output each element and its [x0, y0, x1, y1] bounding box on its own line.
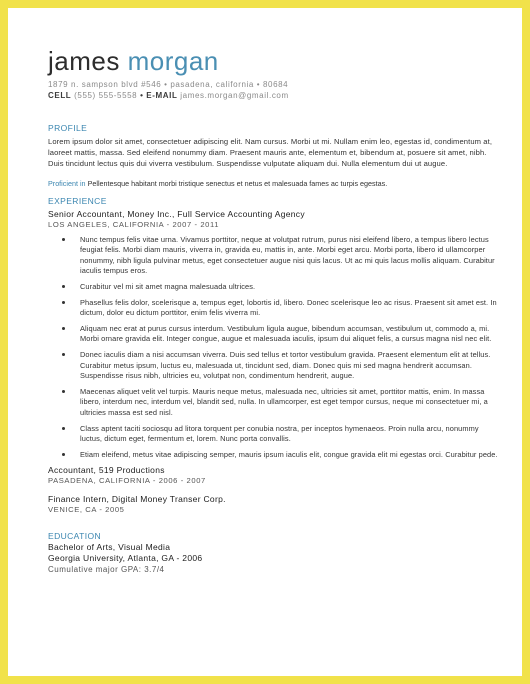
education-school: Georgia University, Atlanta, GA - 2006 — [48, 553, 203, 564]
education-gpa: Cumulative major GPA: 3.7/4 — [48, 565, 165, 575]
email-label: • E-MAIL — [140, 91, 178, 100]
proficiency-line — [48, 178, 498, 189]
education-degree: Bachelor of Arts, Visual Media — [48, 542, 171, 553]
education-heading: EDUCATION — [48, 531, 102, 542]
job-title: Finance Intern, Digital Money Transer Corp. — [48, 494, 226, 505]
job-title: Accountant, 519 Productions — [48, 465, 165, 476]
bullet-item — [62, 424, 498, 445]
bullet-text: Aliquam nec erat at purus cursus interdum. Vestibulum ligula augue, bibendum accumsan, vestibulum ut, commodo a, mi. Morbi ornare gravida elit. Integer congue, augue et malesuada iaculis, ipsum dui aliquet felis, a cursus magna nisl nec elit. — [80, 323, 492, 344]
job-location-dates: VENICE, CA - 2005 — [48, 505, 125, 515]
experience-heading: EXPERIENCE — [48, 195, 107, 206]
job-location-dates: LOS ANGELES, CALIFORNIA - 2007 - 2011 — [48, 219, 220, 229]
bullet-text: Maecenas aliquet velit vel turpis. Mauris neque metus, malesuada nec, ultricies sit amet, porttitor mattis, enim. In massa libero, interdum nec, interdum vel, blandit sed, nulla. In ullamcorper, est eget tempor cursus, neque mi consectetuer mi, a ultricies massa est sed nisl. — [80, 386, 488, 417]
bullet-item — [62, 235, 498, 277]
job-bullets — [62, 235, 498, 461]
proficient-lead: Proficient in — [48, 178, 86, 188]
resume-content — [48, 46, 498, 575]
email-value: james.morgan@gmail.com — [180, 91, 289, 100]
bullet-dot — [62, 390, 65, 393]
first-name: james — [48, 46, 120, 76]
contact-line — [48, 90, 498, 101]
resume-page — [8, 8, 522, 676]
bullet-dot — [62, 427, 65, 430]
bullet-text: Phasellus felis dolor, scelerisque a, tempus eget, lobortis id, libero. Donec scelerisque leo ac risus. Praesent sit amet est. In dictum, dolor eu dictum porttitor, enim felis viverra mi. — [80, 297, 497, 318]
bullet-item — [62, 298, 498, 319]
job-location-dates: PASADENA, CALIFORNIA - 2006 - 2007 — [48, 476, 206, 486]
address-line: 1879 n. sampson blvd #546 • pasadena, california • 80684 — [48, 80, 289, 89]
bullet-text: Class aptent taciti sociosqu ad litora torquent per conubia nostra, per inceptos hymenaeos. Proin nulla arcu, nonummy luctus, dictum eget, fermentum et, lorem. Nunc porta convallis. — [80, 423, 479, 444]
cell-label: CELL — [48, 91, 72, 100]
bullet-dot — [62, 285, 65, 288]
bullet-dot — [62, 353, 65, 356]
bullet-item — [62, 324, 498, 345]
bullet-dot — [62, 301, 65, 304]
bullet-text: Donec iaculis diam a nisi accumsan viverra. Duis sed tellus et tortor vestibulum gravida. Praesent elementum elit at tellus. Curabitur metus ipsum, luctus eu, malesuada ut, tincidunt sed, diam. Donec quis mi sed magna hendrerit accumsan. Suspendisse risus nibh, ultricies eu, volutpat non, condimentum hendrerit, augue. — [80, 349, 491, 381]
job-entry — [48, 465, 498, 486]
bullet-text: Nunc tempus felis vitae urna. Vivamus porttitor, neque at volutpat rutrum, purus nisi eleifend libero, a tempus libero lectus feugiat felis. Morbi diam mauris, viverra in, gravida eu, mattis in, ante. Morbi eget arcu. Morbi porta, libero id ullamcorper nonummy, nibh ligula pulvinar metus, eget consectetuer augue nisi quis lacus. Ut ac mi quis lacus mollis aliquam. Curabitur iaculis tempus eros. — [80, 234, 495, 276]
cell-value: (555) 555-5558 — [74, 91, 138, 100]
candidate-name — [48, 46, 498, 76]
bullet-dot — [62, 238, 65, 241]
job-title: Senior Accountant, Money Inc., Full Service Accounting Agency — [48, 208, 305, 219]
bullet-item — [62, 282, 498, 293]
bullet-text: Etiam eleifend, metus vitae adipiscing semper, mauris ipsum iaculis elit, congue gravida elit mi egestas orci. Curabitur pede. — [80, 449, 498, 459]
bullet-dot — [62, 453, 65, 456]
bullet-item — [62, 387, 498, 419]
profile-heading: PROFILE — [48, 123, 88, 133]
job-entry — [48, 494, 498, 515]
bullet-item — [62, 350, 498, 382]
bullet-dot — [62, 327, 65, 330]
profile-text: Lorem ipsum dolor sit amet, consectetuer adipiscing elit. Nam cursus. Morbi ut mi. Nullam enim leo, egestas id, condimentum at, laoreet mattis, massa. Sed eleifend nonummy diam. Praesent mauris ante, elementum et, bibendum at, posuere sit amet, nibh. Duis tincidunt lectus quis dui viverra vestibulum. Suspendisse vulputate aliquam dui. Nulla elementum dui ut augue. — [48, 137, 493, 169]
bullet-text: Curabitur vel mi sit amet magna malesuada ultrices. — [80, 281, 256, 291]
proficient-text: Pellentesque habitant morbi tristique senectus et netus et malesuada fames ac turpis egestas. — [87, 178, 388, 188]
job-entry — [48, 209, 498, 461]
last-name: morgan — [127, 46, 219, 76]
bullet-item — [62, 450, 498, 461]
